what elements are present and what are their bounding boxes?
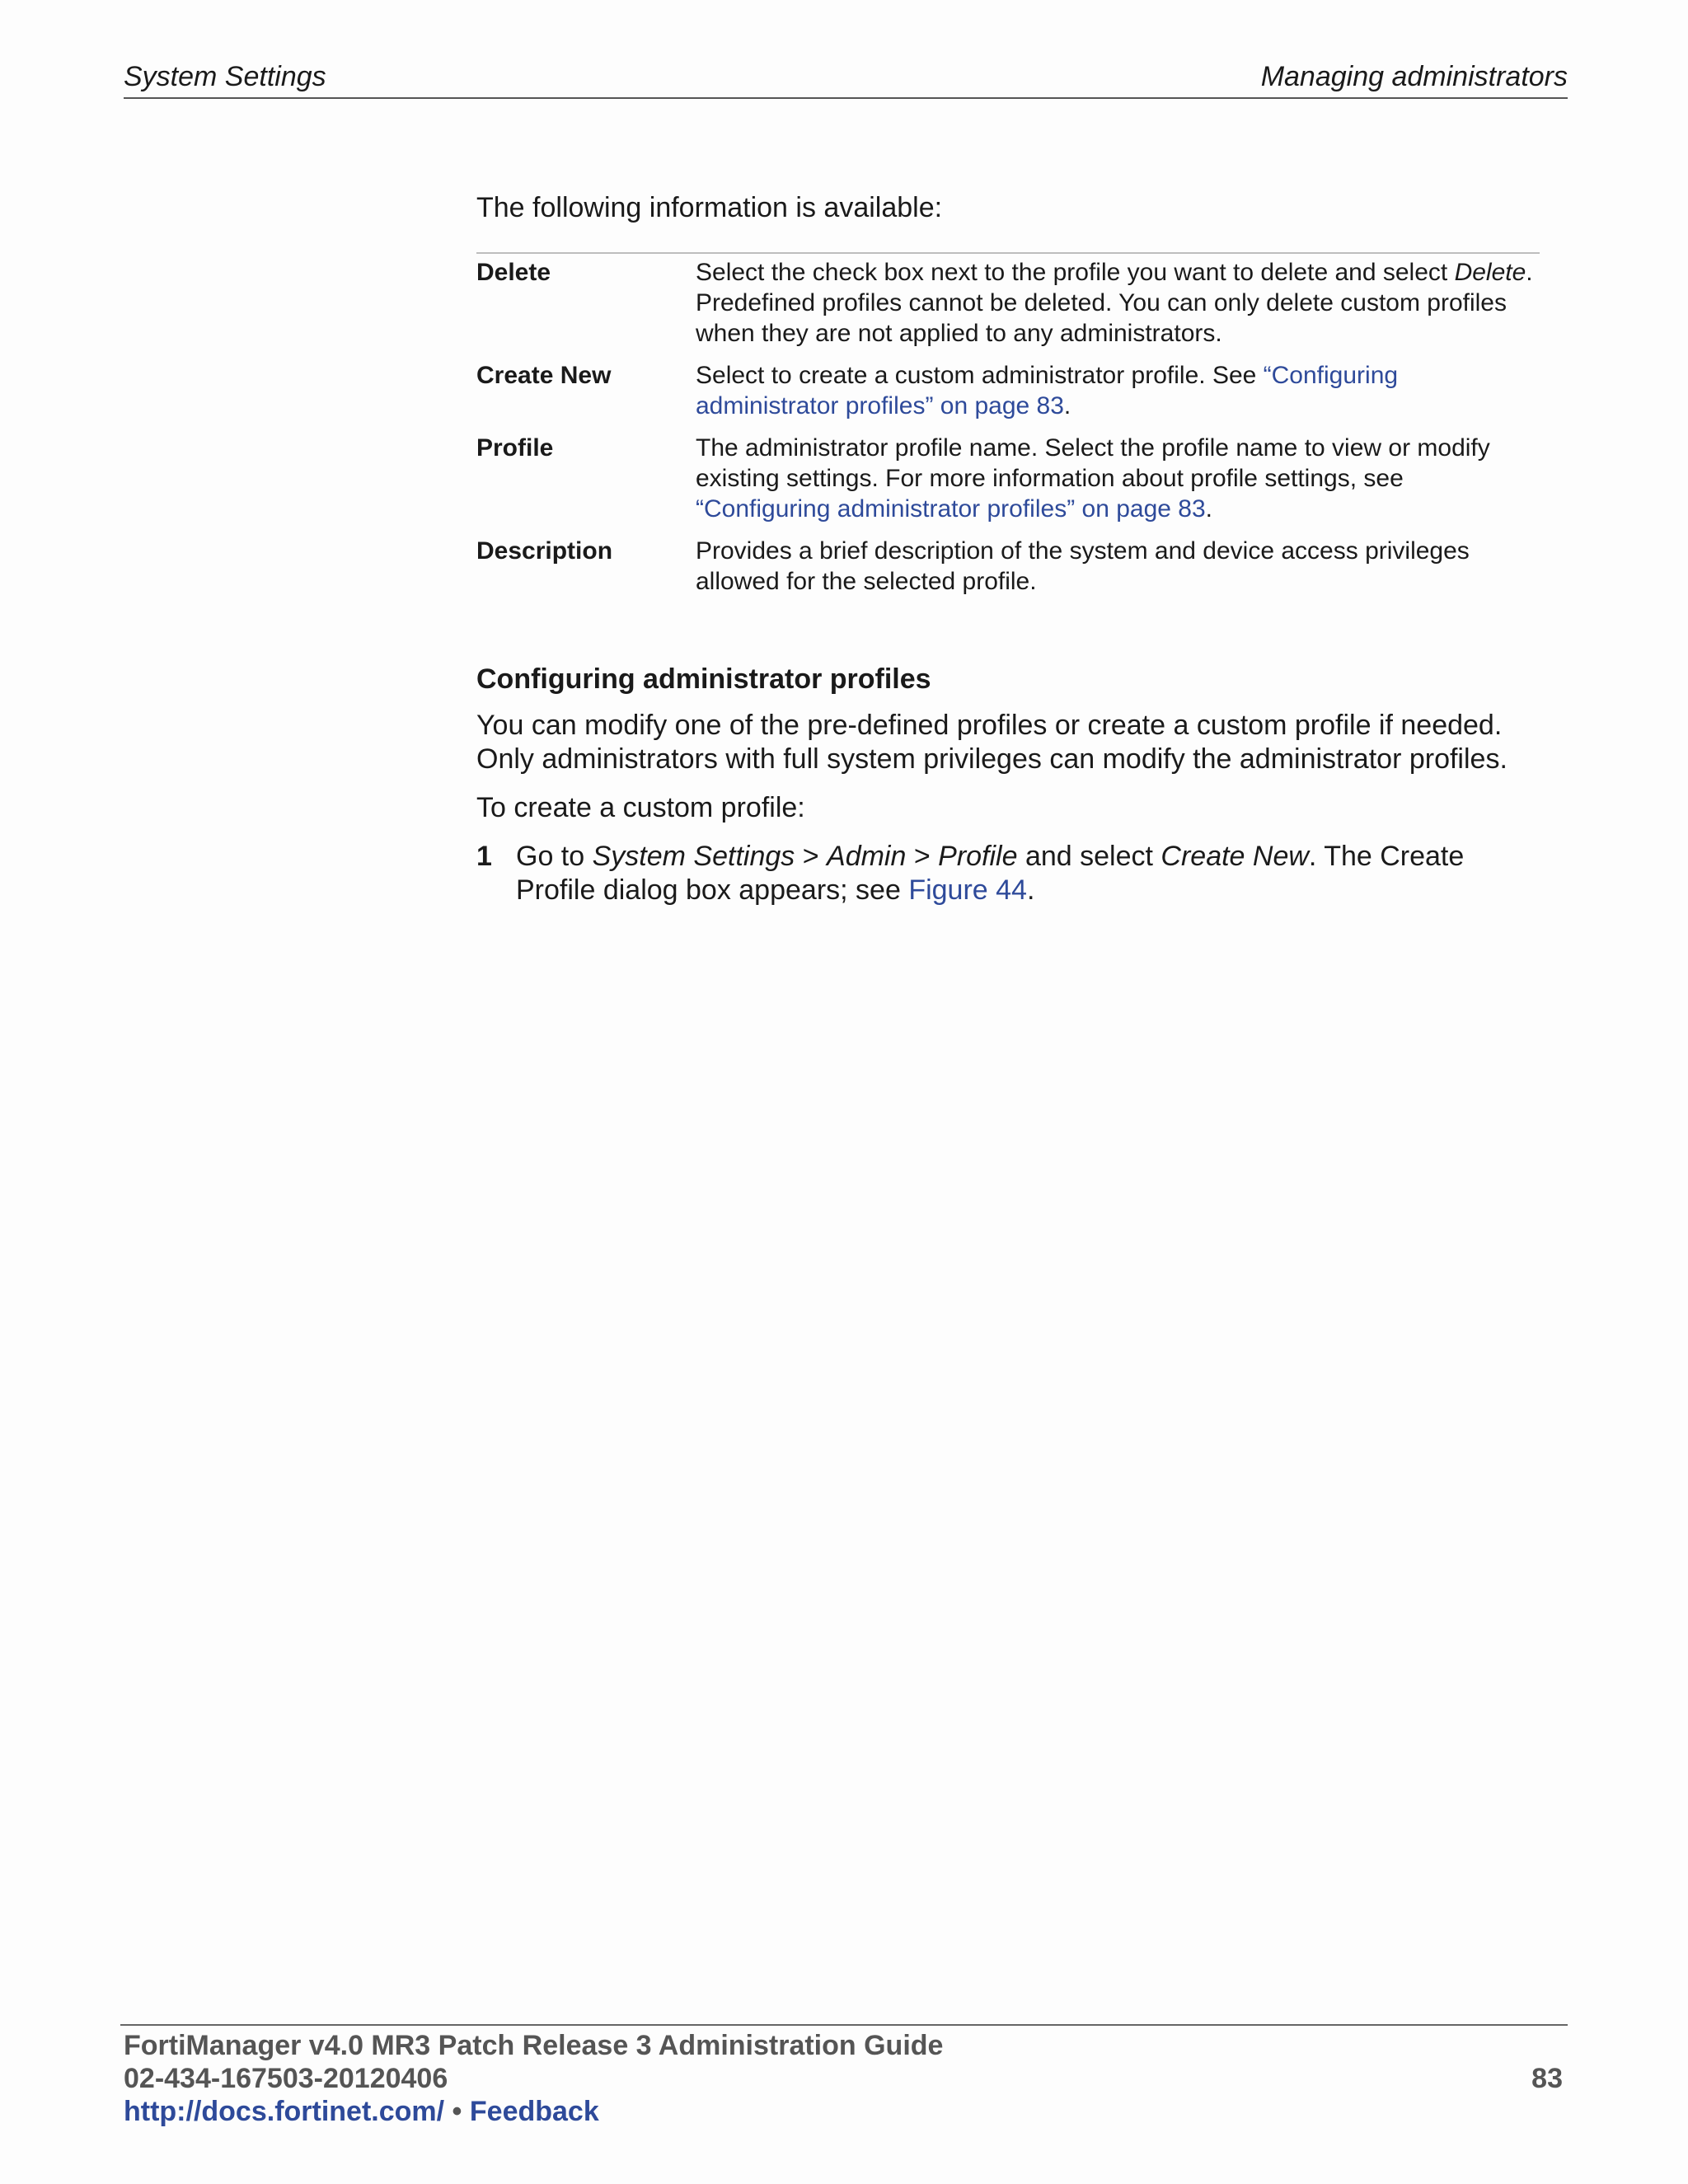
- step-fragment: >: [906, 841, 939, 872]
- step-fragment: . The Create Profile dialog box appears; see: [516, 841, 1465, 906]
- cross-reference-link[interactable]: “Configuring administrator profiles” on page 83: [696, 362, 1399, 419]
- desc-text: .: [1205, 495, 1213, 523]
- menu-path-item: Admin: [827, 841, 907, 872]
- desc-text: . Predefined profiles cannot be deleted. You can only delete custom profiles when they are not applied to any administrators.: [696, 259, 1533, 347]
- page-number: 83: [1531, 2063, 1563, 2094]
- definition-description: [696, 257, 1540, 349]
- section-heading: Configuring administrator profiles: [476, 663, 931, 695]
- footer-doc-id: 02-434-167503-20120406: [124, 2063, 448, 2094]
- definition-description: Provides a brief description of the system and device access privileges allowed for the selected profile.: [696, 537, 1470, 595]
- definition-row-delete: [476, 254, 1540, 349]
- procedure-step: [476, 840, 1540, 907]
- header-rule: [124, 97, 1568, 99]
- body-paragraph: You can modify one of the pre-defined profiles or create a custom profile if needed. Only administrators with full system privileges can modify the administrator profiles.: [476, 710, 1507, 775]
- definition-term: Description: [476, 537, 613, 565]
- docs-url-link[interactable]: http://docs.fortinet.com/: [124, 2096, 445, 2127]
- definition-term: Delete: [476, 259, 551, 286]
- desc-text: Select to create a custom administrator profile. See: [696, 362, 1264, 389]
- footer-links: [124, 2095, 943, 2128]
- page-footer: [124, 2029, 943, 2128]
- menu-path-item: System Settings: [592, 841, 795, 872]
- step-fragment: .: [1026, 874, 1035, 906]
- definition-description: [696, 360, 1540, 421]
- desc-emphasis: Delete: [1454, 259, 1526, 286]
- main-content: [476, 188, 1540, 907]
- step-fragment: Go to: [516, 841, 593, 872]
- running-header-chapter: Managing administrators: [1260, 61, 1568, 92]
- step-fragment: and select: [1017, 841, 1161, 872]
- figure-link[interactable]: Figure 44: [908, 874, 1027, 906]
- step-number: 1: [476, 841, 492, 872]
- definition-table: [476, 252, 1540, 597]
- procedure-intro: To create a custom profile:: [476, 792, 805, 823]
- intro-text: The following information is available:: [476, 192, 943, 223]
- running-header-section: System Settings: [124, 61, 326, 92]
- definition-row-description: [476, 532, 1540, 597]
- desc-text: Select the check box next to the profile you want to delete and select: [696, 259, 1455, 286]
- footer-rule: [120, 2024, 1568, 2026]
- footer-separator: •: [444, 2096, 470, 2127]
- step-fragment: >: [795, 841, 828, 872]
- desc-text: .: [1063, 392, 1071, 419]
- cross-reference-link[interactable]: “Configuring administrator profiles” on page 83: [696, 495, 1206, 523]
- definition-description: [696, 433, 1540, 524]
- menu-path-item: Create New: [1160, 841, 1309, 872]
- definition-row-profile: [476, 429, 1540, 524]
- footer-guide-title: FortiManager v4.0 MR3 Patch Release 3 Administration Guide: [124, 2030, 944, 2061]
- definition-term: Profile: [476, 434, 554, 462]
- menu-path-item: Profile: [938, 841, 1018, 872]
- definition-term: Create New: [476, 362, 612, 389]
- desc-text: The administrator profile name. Select the profile name to view or modify existing settings. For more information about profile settings, see: [696, 434, 1490, 492]
- definition-row-create-new: [476, 357, 1540, 421]
- feedback-link[interactable]: Feedback: [469, 2096, 599, 2127]
- step-text: [516, 840, 1540, 907]
